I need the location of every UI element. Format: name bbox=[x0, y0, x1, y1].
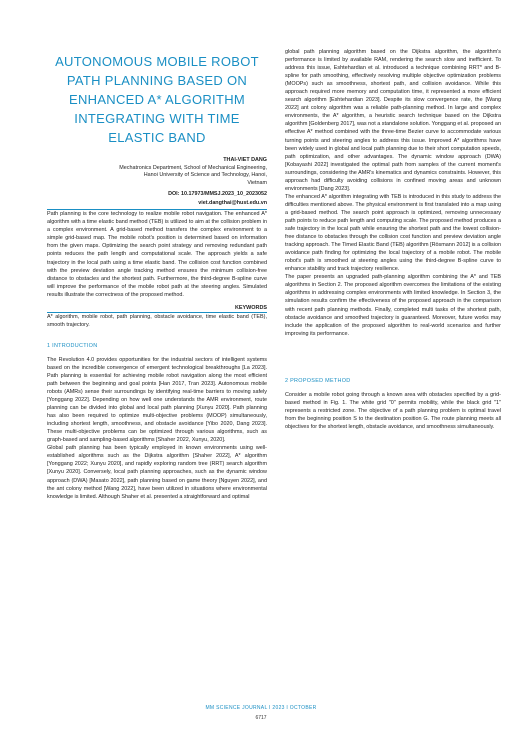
paper-title: AUTONOMOUS MOBILE ROBOT PATH PLANNING BASED ON ENHANCED A* ALGORITHM INTEGRATING WITH TIME ELASTIC BAND bbox=[55, 54, 259, 145]
intro-paragraph: Global path planning has been typically employed in known environments using well-established algorithms such as the Dijkstra algorithm [Shaher 2022], A* algorithm [Yonggang 2022; Xunyu 2020], and rapidly exploring random tree (RRT) search algorithm [Xunyu 2020]. Conversely, local path planning approaches, such as the dynamic window approach (DWA) [Masato 2022], path planning based on game theory [Nguyen 2022], and the ant colony method [Wang 2022], have been utilized in situations where environmental knowledge is limited. Although Shaher et al. presented a straightforward and optimal bbox=[47, 445, 267, 500]
doi: DOI: 10.17973/MMSJ.2023_10_2023052 bbox=[168, 191, 267, 198]
body-paragraph: Consider a mobile robot going through a known area with obstacles specified by a grid-based method in Fig. 1. The white grid "0" permits mobility, while the black grid "1" represents a restricted zone. The objective of a path planning problem is optimal travel from the beginning position S to the destination position G. The route planning meets all objectives for the shortest length, obstacle avoidance, and smoothness simultaneously. bbox=[285, 391, 501, 430]
intro-paragraph: The Revolution 4.0 provides opportunities for the industrial sectors of intelligent systems based on the incredible convergence of emergent technological breakthroughs [La 2023]. Path planning is essential for achieving mobile robot navigation along the most efficient path between the beginning and goal points [Han 2017, Tran 2023]. Autonomous mobile robots (AMRs) sense their surroundings by identifying real-time barriers to moving safely [Yonggang 2022]. Depending on how well one understands the AMR environment, route planning can be divided into global and local path planning [Xunyu 2020]. Path planning has also been required to optimize multi-objective problems (MOOP) simultaneously, including shortest length, smoothness, and obstacle avoidance [Yibo 2020, Dang 2023]. These multi-objective problems can be optimized through various algorithms, such as graph-based and sampling-based algorithms [Shaher 2022, Xunyu, 2020]. bbox=[47, 356, 267, 444]
left-column bbox=[47, 52, 267, 501]
body-paragraph: The paper presents an upgraded path-planning algorithm combining the A* and TEB algorithms in Section 2. The proposed algorithm overcomes the limitations of the existing algorithms in addressing complex environments with limited knowledge. In Section 3, the simulation results confirm the effectiveness of the proposed approach in the comparison with recent path planning methods. Finally, completed multi tasks of the shortest path, obstacle avoidance and smoothed trajectory is guaranteed. Moreover, future works may include the application of the proposed algorithm to real-world scenarios and further improving its performance. bbox=[285, 274, 501, 337]
abstract: Path planning is the core technology to realize mobile robot navigation. The enhanced A* algorithm with a time elastic band method (TEB) is utilized to aim at the collision problem in a complex environment. A grid-based method transfers the complex environment to a simple grid-based map. The mobile robot's position is determined based on information from the given maps. Optimizing the search point strategy and removing redundant path points reduces the path length and computational scale. The approach yields a safe trajectory in the local path using a time elastic band. The collision cost function combined with the preview deviation angle tracking method ensures the minimum collision-free distance to obstacles and the shortest path. Furthermore, the third-degree B-spline curve will improve the performance of the mobile robot path at the steering angles. Simulated results illustrate the correctness of the proposed method. bbox=[47, 211, 267, 298]
keywords: A* algorithm, mobile robot, path planning, obstacle avoidance, time elastic band (TEB), smooth trajectory. bbox=[47, 313, 267, 328]
affiliation-line: Mechatronics Department, School of Mechanical Engineering, bbox=[119, 165, 267, 171]
section-heading-introduction: 1 INTRODUCTION bbox=[47, 342, 98, 349]
page-number: 6717 bbox=[255, 715, 267, 721]
body-paragraph: The enhanced A* algorithm integrating with TEB is introduced in this study to address the difficulties mentioned above. The physical environment is first translated into a map using a grid-based method. The search point approach is optimized, removing unnecessary path points to reduce path length and computing scale. The proposed method produces a safe trajectory in the local path while ensuring the shortest path and the lowest collision-free distance to obstacles through the collision cost function and preview deviation angle tracking approach. The Timed Elastic Band (TEB) algorithm [Rösmann 2012] is a collision avoidance path finding for optimizing the local trajectory of a mobile robot. The mobile robot's path is smoothed at steering angles using the third-degree B-spline curve to enhance stability and track trajectory resilience. bbox=[285, 193, 501, 273]
affiliation bbox=[47, 165, 267, 187]
right-column bbox=[285, 48, 501, 431]
affiliation-line: Hanoi University of Science and Technology, Hanoi, bbox=[143, 172, 267, 179]
keywords-heading: KEYWORDS bbox=[234, 304, 267, 311]
author-email: viet.dangthai@hust.edu.vn bbox=[198, 200, 267, 207]
body-paragraph: global path planning algorithm based on the Dijkstra algorithm, the algorithm's performance is limited by available RAM, rendering the search slow and inefficient. To address this issue, Eshtehardian et al. introduced a technique combining RRT* and B-spline for path smoothing, effectively resolving multiple objective optimization problems (MOOPs) such as smoothness, shortest path, and collision avoidance. While this approach required more memory and computation time, it represented a more efficient search algorithm [Eshtehardian 2023]. Despite its slow convergence rate, the [Wang 2022] ant colony algorithm was a reliable path-planning method. In large and complex environments, the A* algorithm, a heuristic search technique based on the Dijkstra algorithm [Goldenberg 2017], was not a standalone solution. Yonggang et al. proposed an effective A* method combined with the three-time Bezier curve to accommodate various turning points and steering angles to address this issue. Improved A* algorithms have been widely used in global and local path planning due to their short computation speeds, path optimization, and other advantages. The dynamic window approach (DWA) [Kobayashi 2022] investigated the optimal path from samples of the current moment's surroundings, considering the AMR's kinematics and dynamics constraints. However, this approach had difficulty avoiding collisions in confined moving areas and unknown environments [Dang 2023]. bbox=[285, 49, 501, 192]
journal-footer: MM SCIENCE JOURNAL I 2023 I OCTOBER bbox=[205, 705, 317, 711]
affiliation-line: Vietnam bbox=[247, 179, 267, 186]
section-heading-proposed-method: 2 PROPOSED METHOD bbox=[285, 377, 351, 384]
spacer bbox=[285, 338, 501, 364]
author-name: THAI-VIET DANG bbox=[223, 157, 267, 163]
